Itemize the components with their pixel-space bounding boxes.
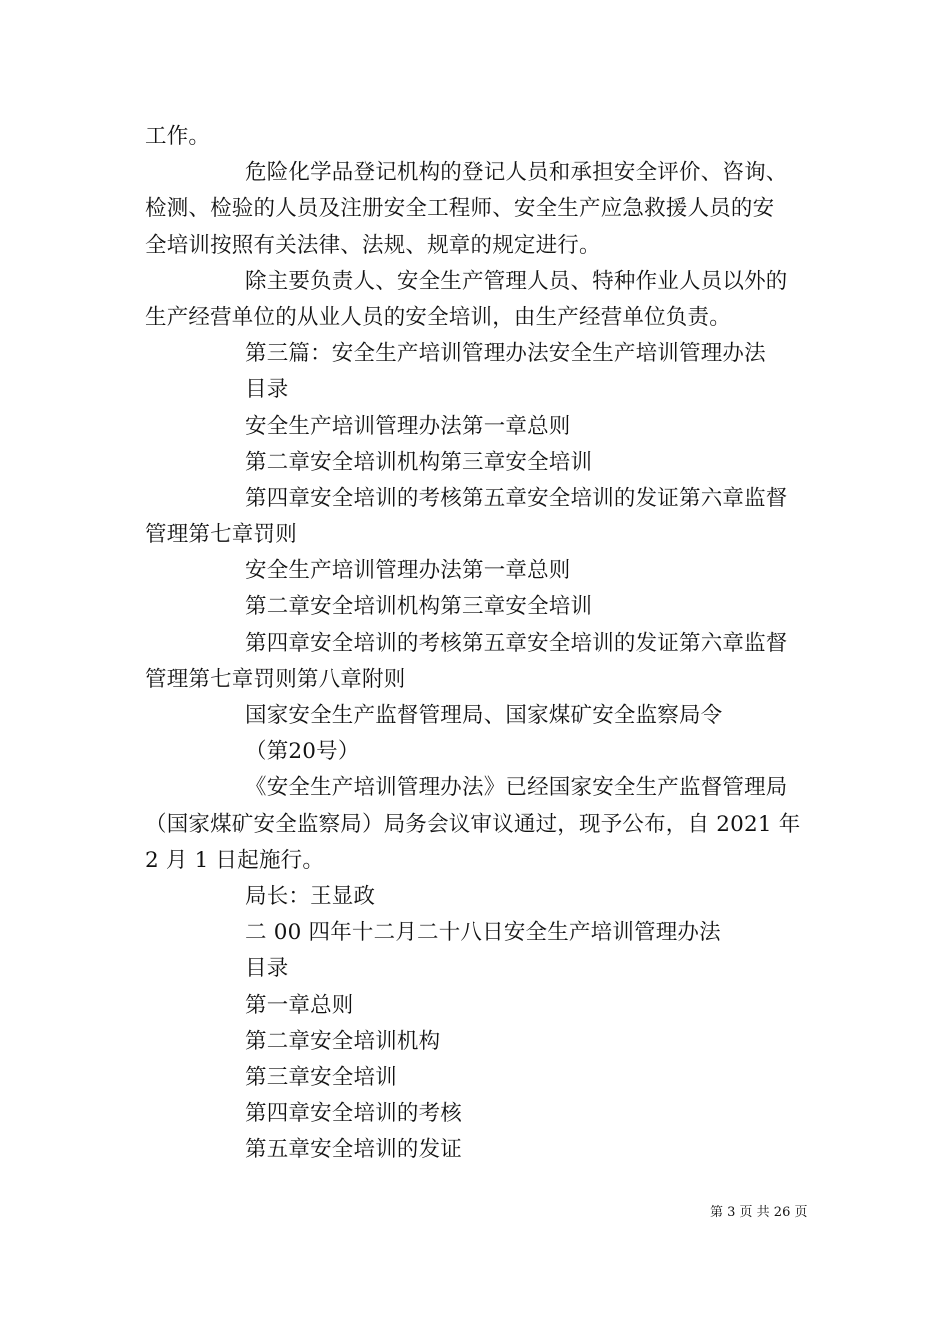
toc-item: 第五章安全培训的发证: [245, 1137, 463, 1163]
text-line: 全培训按照有关法律、法规、规章的规定进行。: [145, 232, 601, 258]
toc-item: 第一章总则: [245, 992, 354, 1018]
toc-item: 第二章安全培训机构: [245, 1028, 441, 1054]
toc-item: 管理第七章罚则第八章附则: [145, 666, 406, 692]
toc-item: 第四章安全培训的考核第五章安全培训的发证第六章监督: [245, 630, 788, 656]
decree-issuer: 国家安全生产监督管理局、国家煤矿安全监察局令: [245, 703, 723, 728]
toc-item: 第二章安全培训机构第三章安全培训: [245, 594, 593, 620]
section-heading: 第三篇：安全生产培训管理办法安全生产培训管理办法: [245, 341, 766, 367]
signatory: 局长：王显政: [245, 883, 376, 909]
toc-item: 第四章安全培训的考核第五章安全培训的发证第六章监督: [245, 485, 788, 511]
text-line: 检测、检验的人员及注册安全工程师、安全生产应急救援人员的安: [145, 196, 775, 222]
document-body: [145, 119, 810, 1168]
toc-item: 管理第七章罚则: [145, 522, 297, 548]
text-line: 危险化学品登记机构的登记人员和承担安全评价、咨询、: [245, 160, 788, 186]
text-line: 2 月 1 日起施行。: [145, 847, 325, 873]
text-line: （国家煤矿安全监察局）局务会议审议通过，现予公布，自 2021 年: [145, 811, 801, 837]
toc-item: 安全生产培训管理办法第一章总则: [245, 413, 571, 439]
text-line: 除主要负责人、安全生产管理人员、特种作业人员以外的: [245, 268, 788, 294]
toc-heading: 目录: [245, 956, 289, 982]
decree-number: （第20号）: [245, 739, 360, 765]
toc-item: 第二章安全培训机构第三章安全培训: [245, 449, 593, 475]
page-number: 第 3 页 共 26 页: [710, 1205, 808, 1220]
toc-item: 第四章安全培训的考核: [245, 1101, 463, 1127]
date-line: 二 00 四年十二月二十八日安全生产培训管理办法: [245, 920, 721, 946]
text-line: 《安全生产培训管理办法》已经国家安全生产监督管理局: [245, 775, 788, 801]
text-line: 生产经营单位的从业人员的安全培训，由生产经营单位负责。: [145, 304, 731, 330]
toc-item: 安全生产培训管理办法第一章总则: [245, 558, 571, 584]
text-line: 工作。: [145, 124, 211, 149]
toc-item: 第三章安全培训: [245, 1064, 397, 1090]
toc-heading: 目录: [245, 377, 289, 403]
